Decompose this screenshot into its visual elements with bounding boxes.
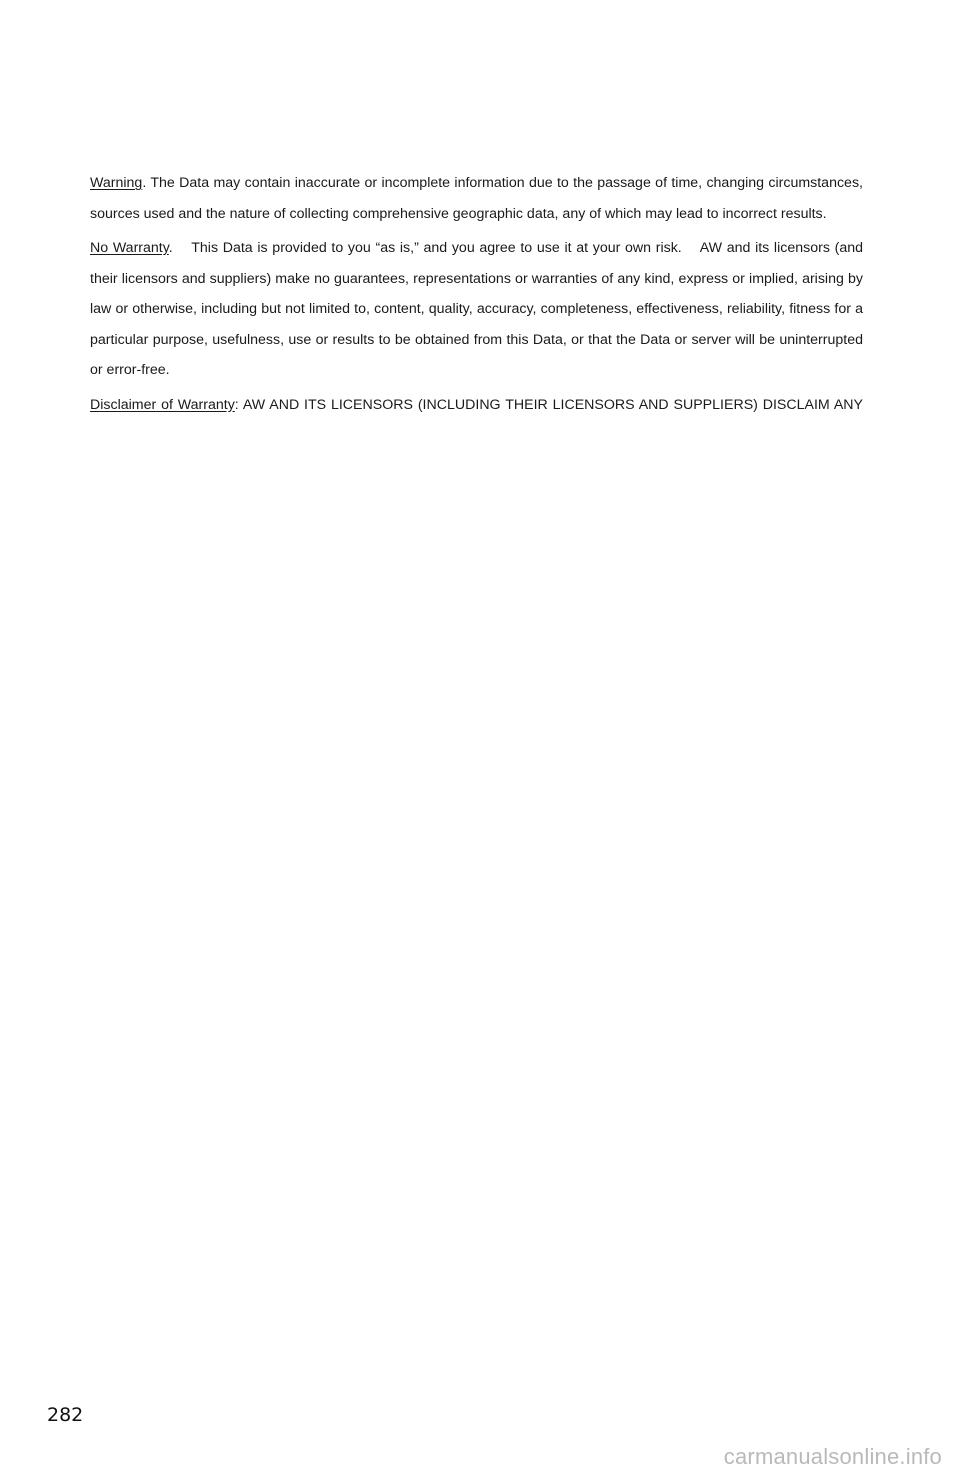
- paragraph-body-disclaimer: AW AND ITS LICENSORS (INCLUDING THEIR LICENSORS AND SUPPLIERS) DISCLAIM ANY: [238, 396, 863, 413]
- paragraph-heading-no-warranty: No Warranty: [90, 240, 169, 256]
- paragraph-body-warning: The Data may contain inaccurate or incomplete information due to the passage of time, changing circumstances, sources used and the nature of collecting comprehensive geographic data, any of which may lead to incorrect results.: [90, 175, 863, 222]
- paragraph-heading-warning: Warning: [90, 175, 143, 191]
- watermark: carmanualsonline.info: [723, 1444, 942, 1469]
- page-number: 282: [47, 1404, 84, 1426]
- paragraph-no-warranty: [90, 233, 867, 386]
- paragraph-disclaimer-of-warranty: [90, 390, 863, 421]
- paragraph-heading-disclaimer: Disclaimer of Warranty: [90, 396, 235, 413]
- paragraph-warning: [90, 168, 863, 229]
- page-content: [90, 168, 867, 424]
- paragraph-heading-separator: .: [142, 175, 147, 191]
- paragraph-body-no-warranty: This Data is provided to you “as is,” and you agree to use it at your own risk. AW and its licensors (and their licensors and suppliers) make no guarantees, representations or warranties of any kind, express or implied, arising by law or otherwise, including but not limited to, content, quality, accuracy, completeness, effectiveness, reliability, fitness for a particular purpose, usefulness, use or results to be obtained from this Data, or that the Data or server will be uninterrupted or error-free.: [90, 240, 867, 378]
- paragraph-heading-separator: :: [234, 396, 239, 413]
- paragraph-heading-separator: .: [168, 240, 173, 256]
